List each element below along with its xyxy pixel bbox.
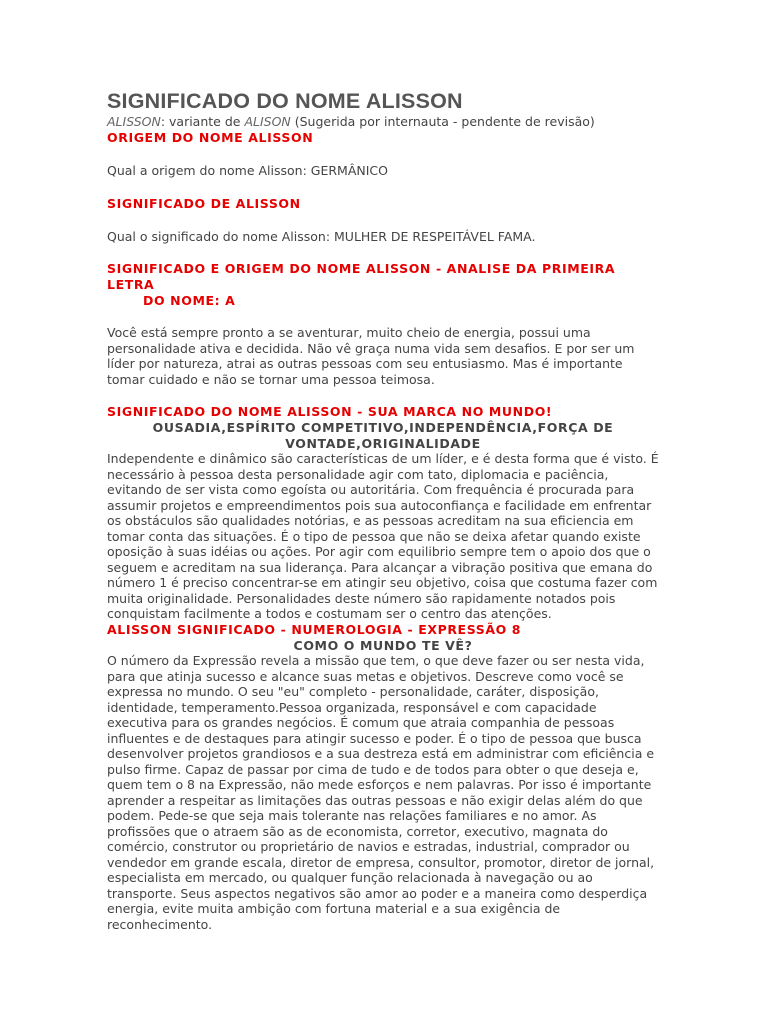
- subtitle-name: ALISSON: [107, 114, 161, 129]
- first-letter-text: Você está sempre pronto a se aventurar, muito cheio de energia, possui uma personalidade ativa e decidida. Não vê graça numa vida sem desafios. E por ser um líder por natureza, atrai as outras pessoas com seu entusiasmo. Mas é importante tomar cuidado e não se tornar uma pessoa teimosa.: [107, 325, 635, 387]
- first-letter-heading-line-1: SIGNIFICADO E ORIGEM DO NOME ALISSON - ANALISE DA PRIMEIRA LETRA: [107, 261, 616, 292]
- mark-subheading-line-1: OUSADIA,ESPÍRITO COMPETITIVO,INDEPENDÊNCIA,FORÇA DE: [152, 420, 614, 435]
- document-content: [107, 88, 659, 932]
- mark-subheading: [107, 420, 659, 451]
- mark-text: Independente e dinâmico são características de um líder, e é desta forma que é visto. É necessário à pessoa desta personalidade agir com tato, diplomacia e paciência, evitando de ser vista como egoísta ou autoritária. Com frequência é procurada para assumir projetos e empreendimentos pois sua autoconfiança e facilidade em enfrentar os obstáculos são qualidades notórias, e as pessoas acreditam na sua eficiencia em tomar conta das situações. É o tipo de pessoa que não se deixa afetar quando existe oposição à suas idéias ou ações. Por agir com equilibrio sempre tem o apoio dos que o seguem e acreditam na sua liderança. Para alcançar a vibração positiva que emana do número 1 é preciso concentrar-se em atingir seu objetivo, coisa que costuma fazer com muita originalidade. Personalidades deste número são rapidamente notados pois conquistam facilmente a todos e costumam ser o centro das atenções.: [107, 451, 659, 621]
- subtitle-variant: ALISON: [244, 114, 291, 129]
- mark-heading: SIGNIFICADO DO NOME ALISSON - SUA MARCA NO MUNDO!: [107, 404, 553, 419]
- meaning-text: Qual o significado do nome Alisson: MULHER DE RESPEITÁVEL FAMA.: [107, 228, 536, 244]
- origin-text: Qual a origem do nome Alisson: GERMÂNICO: [107, 163, 388, 178]
- subtitle: [107, 114, 659, 130]
- numerology-subheading: COMO O MUNDO TE VÊ?: [293, 637, 473, 653]
- mark-subheading-line-2: VONTADE,ORIGINALIDADE: [285, 435, 481, 451]
- subtitle-text-2: (Sugerida por internauta - pendente de revisão): [290, 114, 595, 129]
- meaning-heading: SIGNIFICADO DE ALISSON: [107, 195, 301, 211]
- page-title: SIGNIFICADO DO NOME ALISSON: [107, 89, 463, 113]
- origin-heading: ORIGEM DO NOME ALISSON: [107, 130, 314, 145]
- subtitle-text-1: : variante de: [160, 114, 245, 129]
- numerology-heading: ALISSON SIGNIFICADO - NUMEROLOGIA - EXPRESSÃO 8: [107, 621, 522, 637]
- first-letter-heading-line-2: DO NOME: A: [143, 293, 236, 308]
- numerology-text: O número da Expressão revela a missão que tem, o que deve fazer ou ser nesta vida, para que atinja sucesso e alcance suas metas e objetivos. Descreve como você se expressa no mundo. O seu "eu" completo - personalidade, caráter, disposição, identidade, temperamento.Pessoa organizada, responsável e com capacidade executiva para os grandes negócios. É comum que atraia companhia de pessoas influentes e de destaques para atingir sucesso e poder. É o tipo de pessoa que busca desenvolver projetos grandiosos e a sua destreza está em administrar com eficiência e pulso firme. Capaz de passar por cima de tudo e de todos para obter o que deseja e, quem tem o 8 na Expressão, não mede esforços e nem palavras. Por isso é importante aprender a respeitar as limitações das outras pessoas e não exigir delas além do que podem. Pede-se que seja mais tolerante nas relações familiares e no amor. As profissões que o atraem são as de economista, corretor, executivo, magnata do comércio, construtor ou proprietário de navios e estradas, industrial, comprador ou vendedor em grande escala, diretor de empresa, consultor, promotor, diretor de jornal, especialista em mercado, ou qualquer função relacionada à navegação ou ao transporte. Seus aspectos negativos são amor ao poder e a maneira como desperdiça energia, evite muita ambição com fortuna material e a sua exigência de reconhecimento.: [107, 653, 655, 932]
- first-letter-heading: [107, 261, 659, 309]
